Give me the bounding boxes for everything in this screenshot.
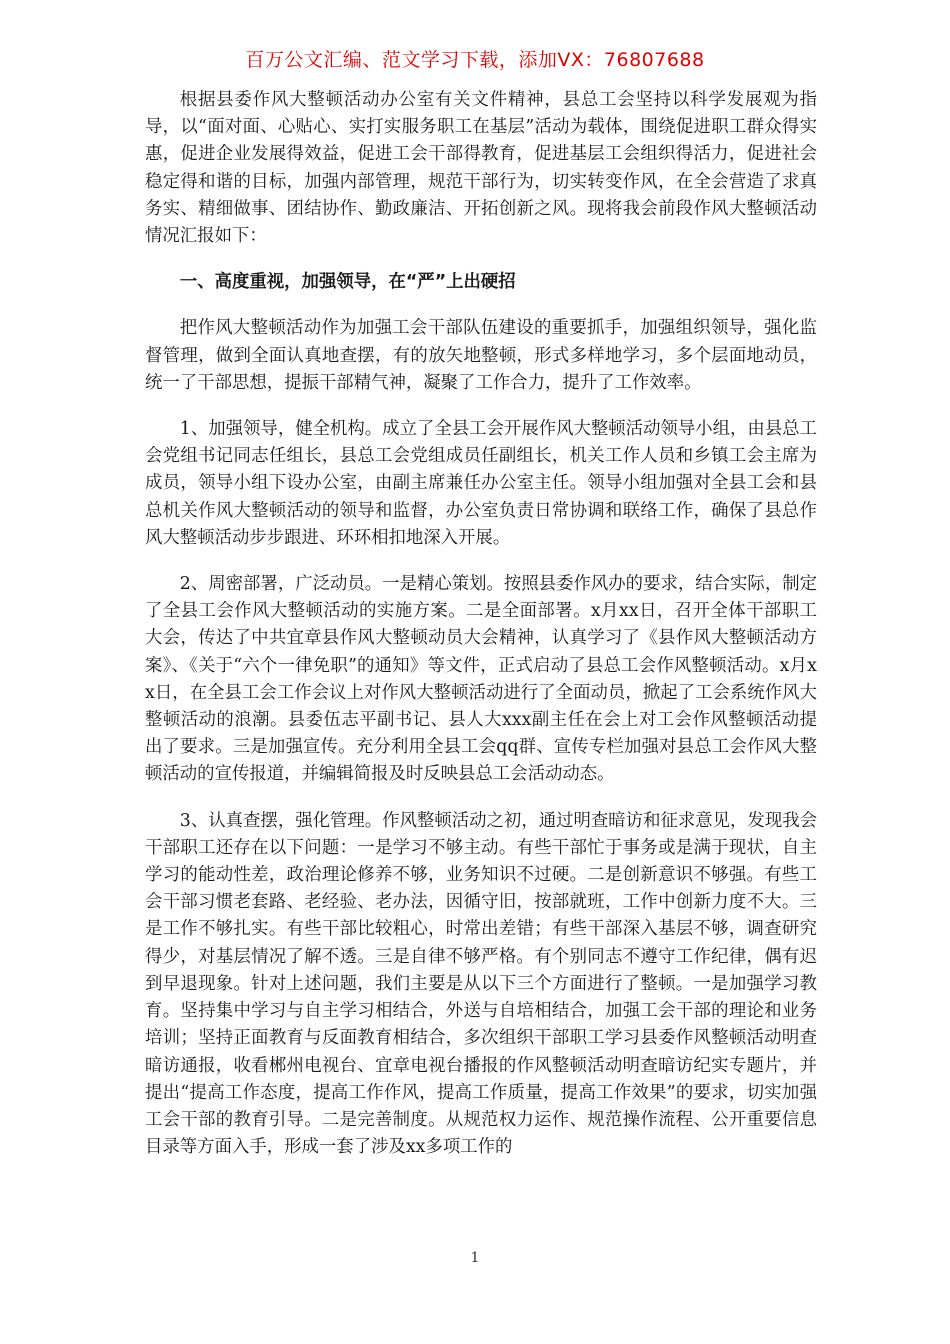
page-number: 1 [470,1250,480,1266]
header-banner: 百万公文汇编、范文学习下载，添加VX：76807688 [245,49,705,71]
intro-paragraph: 根据县委作风大整顿活动办公室有关文件精神，县总工会坚持以科学发展观为指导，以“面对面、心贴心、实打实服务职工在基层”活动为载体，围绕促进职工群众得实惠，促进企业发展得效益，促进工会干部得教育，促进基层工会组织得活力，促进社会稳定得和谐的目标，加强内部管理，规范干部行为，切实转变作风，在全会营造了求真务实、精细做事、团结协作、勤政廉洁、开拓创新之风。现将我会前段作风大整顿活动情况汇报如下： [145,90,817,247]
item-1-paragraph: 1、加强领导，健全机构。成立了全县工会开展作风大整顿活动领导小组，由县总工会党组书记同志任组长，县总工会党组成员任副组长，机关工作人员和乡镇工会主席为成员，领导小组下设办公室，由副主席兼任办公室主任。领导小组加强对全县工会和县总机关作风大整顿活动的领导和监督，办公室负责日常协调和联络工作，确保了县总作风大整顿活动步步跟进、环环相扣地深入开展。 [145,419,817,548]
section-heading: 一、高度重视，加强领导，在“严”上出硬招 [179,272,516,293]
item-2-paragraph: 2、周密部署，广泛动员。一是精心策划。按照县委作风办的要求，结合实际，制定了全县工会作风大整顿活动的实施方案。二是全面部署。x月xx日，召开全体干部职工大会，传达了中共宜章县作风大整顿动员大会精神，认真学习了《县作风大整顿活动方案》、《关于“六个一律免职”的通知》等文件，正式启动了县总工会作风整顿活动。x月xx日，在全县工会工作会议上对作风大整顿活动进行了全面动员，掀起了工会系统作风大整顿活动的浪潮。县委伍志平副书记、县人大xxx副主任在会上对工会作风整顿活动提出了要求。三是加强宣传。充分利用全县工会qq群、宣传专栏加强对县总工会作风大整顿活动的宣传报道，并编辑简报及时反映县总工会活动动态。 [145,574,817,785]
item-3-paragraph: 3、认真查摆，强化管理。作风整顿活动之初，通过明查暗访和征求意见，发现我会干部职工还存在以下问题：一是学习不够主动。有些干部忙于事务或是满于现状，自主学习的能动性差，政治理论修养不够，业务知识不过硬。二是创新意识不够强。有些工会干部习惯老套路、老经验、老办法，因循守旧，按部就班，工作中创新力度不大。三是工作不够扎实。有些干部比较粗心，时常出差错；有些干部深入基层不够，调查研究得少，对基层情况了解不透。三是自律不够严格。有个别同志不遵守工作纪律，偶有迟到早退现象。针对上述问题，我们主要是从以下三个方面进行了整顿。一是加强学习教育。坚持集中学习与自主学习相结合，外送与自培相结合，加强工会干部的理论和业务培训；坚持正面教育与反面教育相结合，多次组织干部职工学习县委作风整顿活动明查暗访通报，收看郴州电视台、宜章电视台播报的作风整顿活动明查暗访纪实专题片，并提出“提高工作态度，提高工作作风，提高工作质量，提高工作效果”的要求，切实加强工会干部的教育引导。二是完善制度。从规范权力运作、规范操作流程、公开重要信息目录等方面入手，形成一套了涉及xx多项工作的 [145,810,817,1158]
document-body [145,87,817,1180]
section-intro-paragraph: 把作风大整顿活动作为加强工会干部队伍建设的重要抓手，加强组织领导，强化监督管理，做到全面认真地查摆，有的放矢地整顿，形式多样地学习，多个层面地动员，统一了干部思想，提振干部精气神，凝聚了工作合力，提升了工作效率。 [145,318,817,393]
